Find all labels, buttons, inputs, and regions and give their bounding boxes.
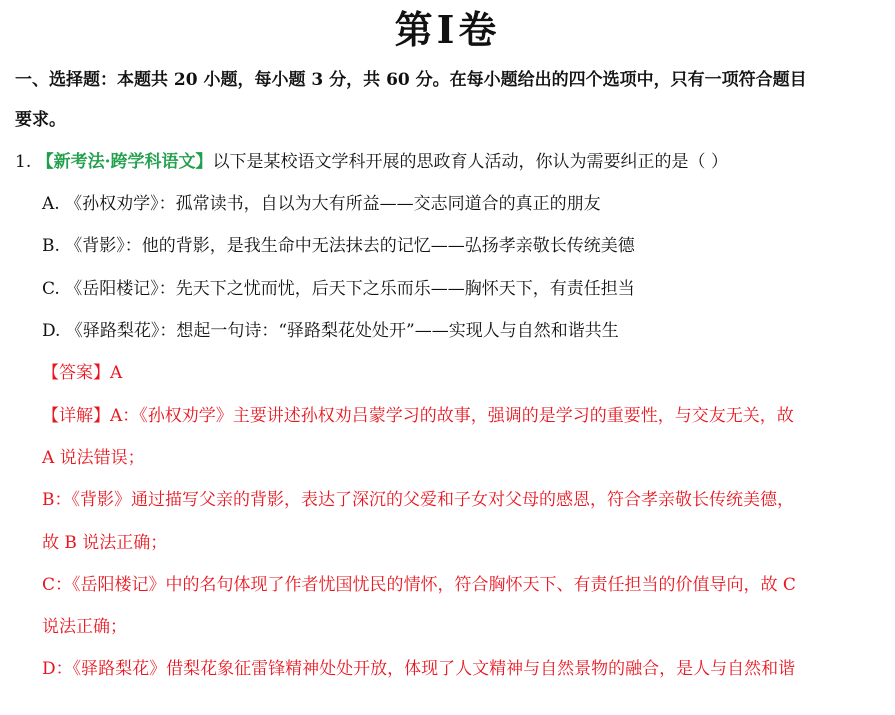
question-stem <box>15 150 728 174</box>
explanation-line: C：《岳阳楼记》中的名句体现了作者忧国忧民的情怀，符合胸怀天下、有责任担当的价值导向，故 C <box>42 575 796 595</box>
explanation-line: 故 B 说法正确； <box>42 533 168 553</box>
explanation-line: A 说法错误； <box>42 448 145 468</box>
option-a: A. 《孙权劝学》：孤常读书，自以为大有所益——交志同道合的真正的朋友 <box>42 194 601 214</box>
page-title: 第Ⅰ卷 <box>394 7 501 52</box>
section-heading-line-2: 要求。 <box>15 110 66 130</box>
option-b: B. 《背影》：他的背影，是我生命中无法抹去的记忆——弘扬孝亲敬长传统美德 <box>42 236 635 256</box>
question-tag: 【新考法·跨学科语文】 <box>36 152 213 172</box>
option-c: C. 《岳阳楼记》：先天下之忧而忧，后天下之乐而乐——胸怀天下，有责任担当 <box>42 279 635 299</box>
section-heading-line-1: 一、选择题：本题共 20 小题，每小题 3 分，共 60 分。在每小题给出的四个选项中，只有一项符合题目 <box>15 70 807 90</box>
question-text: 以下是某校语文学科开展的思政育人活动，你认为需要纠正的是（ ） <box>212 152 728 172</box>
question-number: 1. <box>15 152 32 172</box>
answer-line: 【答案】A <box>42 363 123 383</box>
option-d: D. 《驿路梨花》：想起一句诗：“驿路梨花处处开”——实现人与自然和谐共生 <box>42 321 619 341</box>
explanation-line: 【详解】A：《孙权劝学》主要讲述孙权劝吕蒙学习的故事，强调的是学习的重要性，与交友无关，故 <box>42 406 794 426</box>
explanation-line: 说法正确； <box>42 617 127 637</box>
explanation-line: B：《背影》通过描写父亲的背影，表达了深沉的父爱和子女对父母的感恩，符合孝亲敬长传统美德， <box>42 490 794 510</box>
explanation-line: D：《驿路梨花》借梨花象征雷锋精神处处开放，体现了人文精神与自然景物的融合，是人与自然和谐 <box>42 659 796 679</box>
